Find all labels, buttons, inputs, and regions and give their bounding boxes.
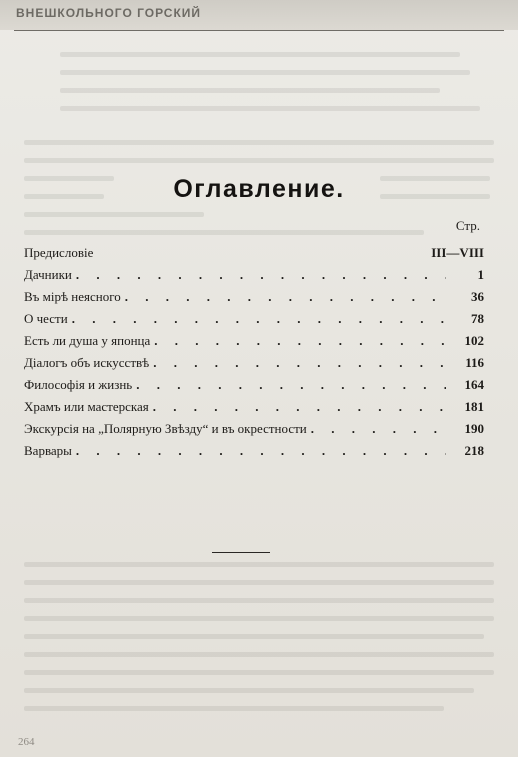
toc-entry[interactable] (24, 418, 484, 440)
toc-entry-page: 78 (471, 311, 484, 326)
leader-dots (76, 440, 446, 462)
page-number: 264 (18, 736, 35, 748)
leader-dots (153, 352, 446, 374)
toc-entry-page: 1 (477, 267, 484, 282)
toc-entry[interactable] (24, 286, 484, 308)
leader-dots (72, 308, 446, 330)
toc-entry-page: 36 (471, 289, 484, 304)
toc-entry-page: 116 (465, 355, 484, 370)
toc-entry-label: Діалогъ объ искусствѣ (24, 355, 150, 370)
section-divider (212, 552, 270, 553)
toc-entry-page: III—VIII (431, 245, 484, 260)
toc-entry-page: 218 (464, 443, 484, 458)
toc-entry-label: Въ мірѣ неясного (24, 289, 121, 304)
toc-entry-label: Есть ли душа у японца (24, 333, 151, 348)
toc-entry[interactable] (24, 352, 484, 374)
toc-entry[interactable] (24, 242, 484, 264)
toc-entry-label: Храмъ или мастерская (24, 399, 149, 414)
leader-dots (125, 286, 446, 308)
toc-entry-label: Экскурсія на „Полярную Звѣзду“ и въ окрестности (24, 421, 307, 436)
toc-entry-page: 190 (464, 421, 484, 436)
toc-entry[interactable] (24, 308, 484, 330)
toc-entry[interactable] (24, 396, 484, 418)
leader-dots (154, 330, 446, 352)
leader-dots (311, 418, 446, 440)
toc-entry[interactable] (24, 374, 484, 396)
leader-dots (153, 396, 446, 418)
toc-entry-label: О чести (24, 311, 68, 326)
leader-dots (76, 264, 446, 286)
leader-dots (136, 374, 446, 396)
toc-entry-page: 102 (464, 333, 484, 348)
running-head: ВНЕШКОЛЬНОГО ГОРСКИЙ (16, 6, 202, 20)
toc-entry-label: Предисловіе (24, 245, 94, 260)
toc-entry[interactable] (24, 440, 484, 462)
page-column-label: Стр. (455, 218, 480, 233)
toc-entry-label: Философія и жизнь (24, 377, 133, 392)
toc-entry[interactable] (24, 264, 484, 286)
toc-entry-page: 164 (464, 377, 484, 392)
toc-entry[interactable] (24, 330, 484, 352)
page-title: Оглавление. (173, 175, 345, 203)
toc-entry-label: Варвары (24, 443, 72, 458)
toc-entry-label: Дачники (24, 267, 72, 282)
toc-entry-page: 181 (464, 399, 484, 414)
table-of-contents (24, 242, 484, 462)
